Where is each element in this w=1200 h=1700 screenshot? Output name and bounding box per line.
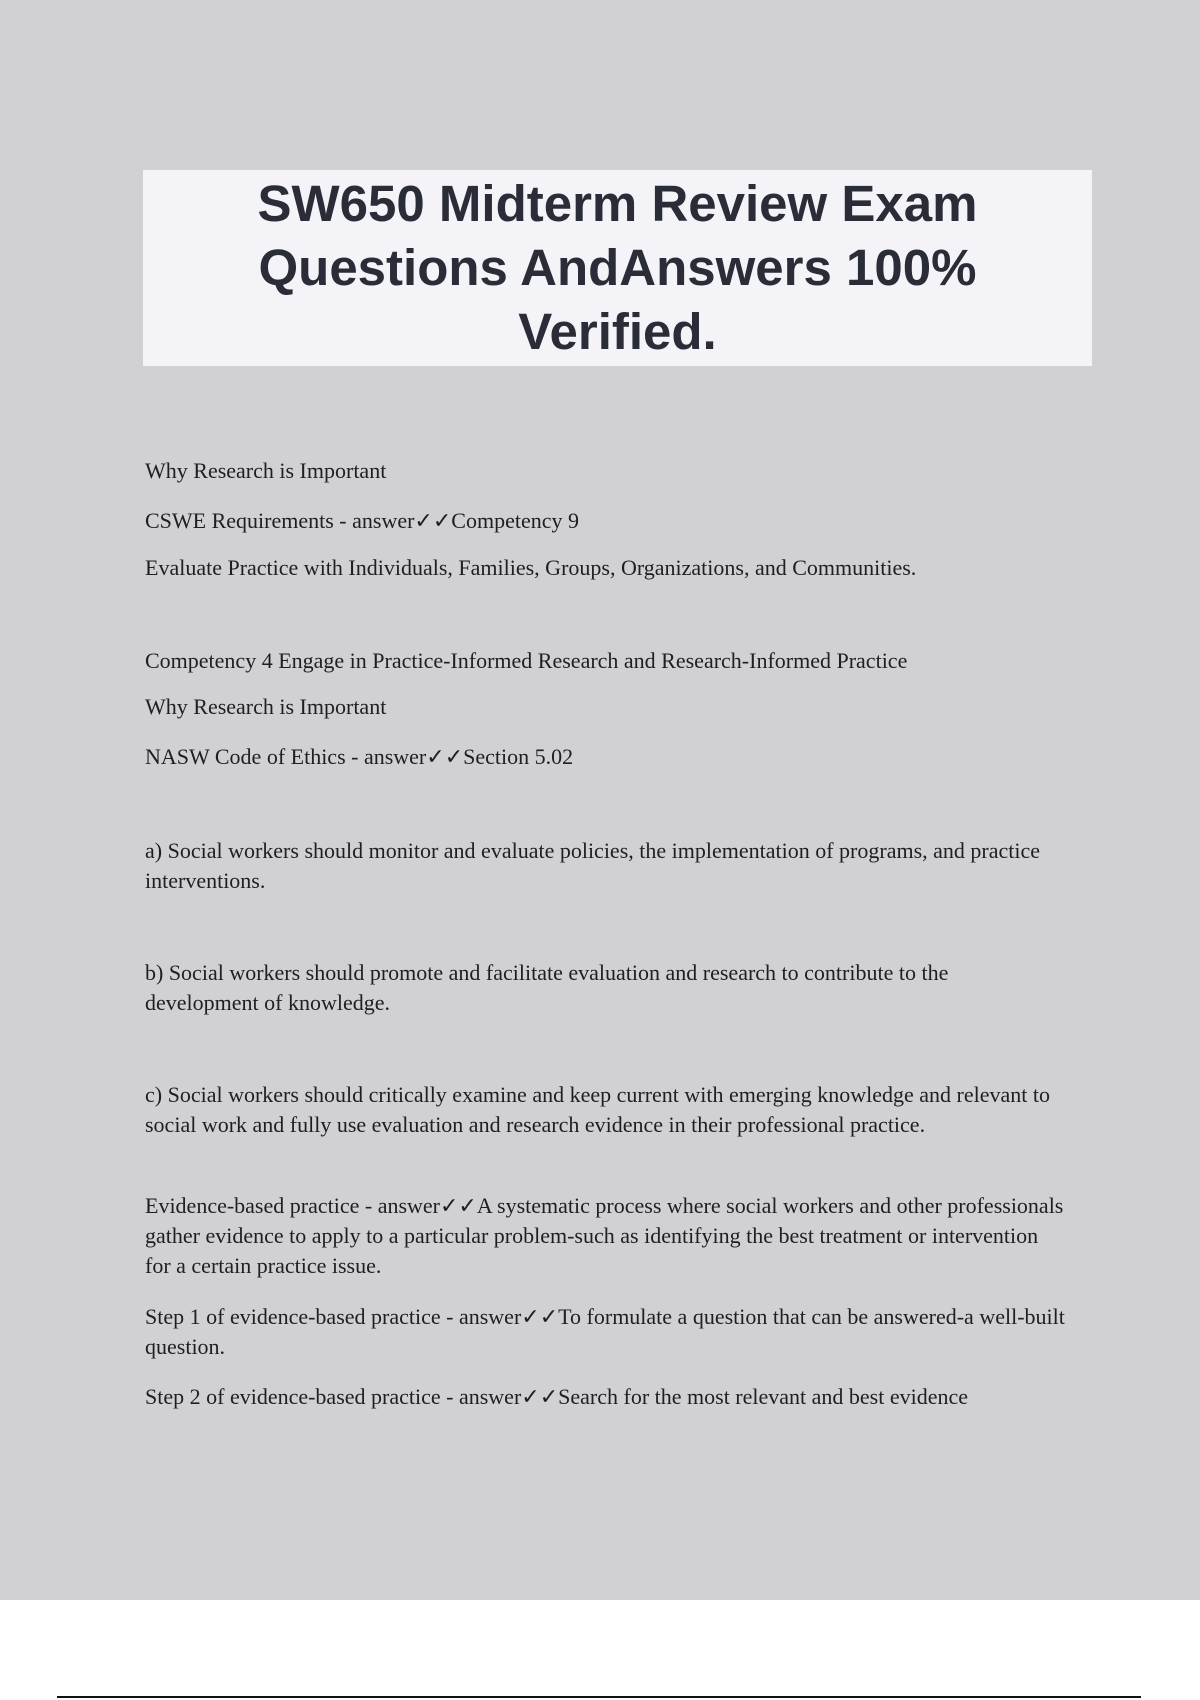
paragraph: Why Research is Important bbox=[145, 694, 387, 719]
paragraph: Evidence-based practice - answer✓✓A systematic process where social workers and other professionals gather evidence to apply to a particular problem-such as identifying the best treatment or intervention for a certain practice issue. bbox=[145, 1193, 1064, 1278]
paragraph: Step 1 of evidence-based practice - answer✓✓To formulate a question that can be answered-a well-built question. bbox=[145, 1304, 1065, 1359]
paragraph: NASW Code of Ethics - answer✓✓Section 5.02 bbox=[145, 744, 574, 769]
paragraph: b) Social workers should promote and facilitate evaluation and research to contribute to the development of knowledge. bbox=[145, 960, 949, 1015]
paragraph: Evaluate Practice with Individuals, Families, Groups, Organizations, and Communities. bbox=[145, 555, 917, 580]
title-banner bbox=[143, 170, 1092, 366]
document-title: SW650 Midterm Review Exam Questions AndAnswers 100% Verified. bbox=[257, 175, 978, 360]
paragraph: Why Research is Important bbox=[145, 458, 387, 483]
paragraph: Competency 4 Engage in Practice-Informed Research and Research-Informed Practice bbox=[145, 648, 908, 673]
paragraph: c) Social workers should critically examine and keep current with emerging knowledge and relevant to social work and fully use evaluation and research evidence in their professional practice. bbox=[145, 1082, 1050, 1137]
paragraph: a) Social workers should monitor and evaluate policies, the implementation of programs, and practice interventions. bbox=[145, 838, 1041, 893]
paragraph: Step 2 of evidence-based practice - answer✓✓Search for the most relevant and best evidence bbox=[145, 1384, 969, 1409]
page-footer bbox=[0, 1600, 1200, 1700]
paragraph: CSWE Requirements - answer✓✓Competency 9 bbox=[145, 508, 579, 533]
footer-divider bbox=[57, 1696, 1141, 1698]
